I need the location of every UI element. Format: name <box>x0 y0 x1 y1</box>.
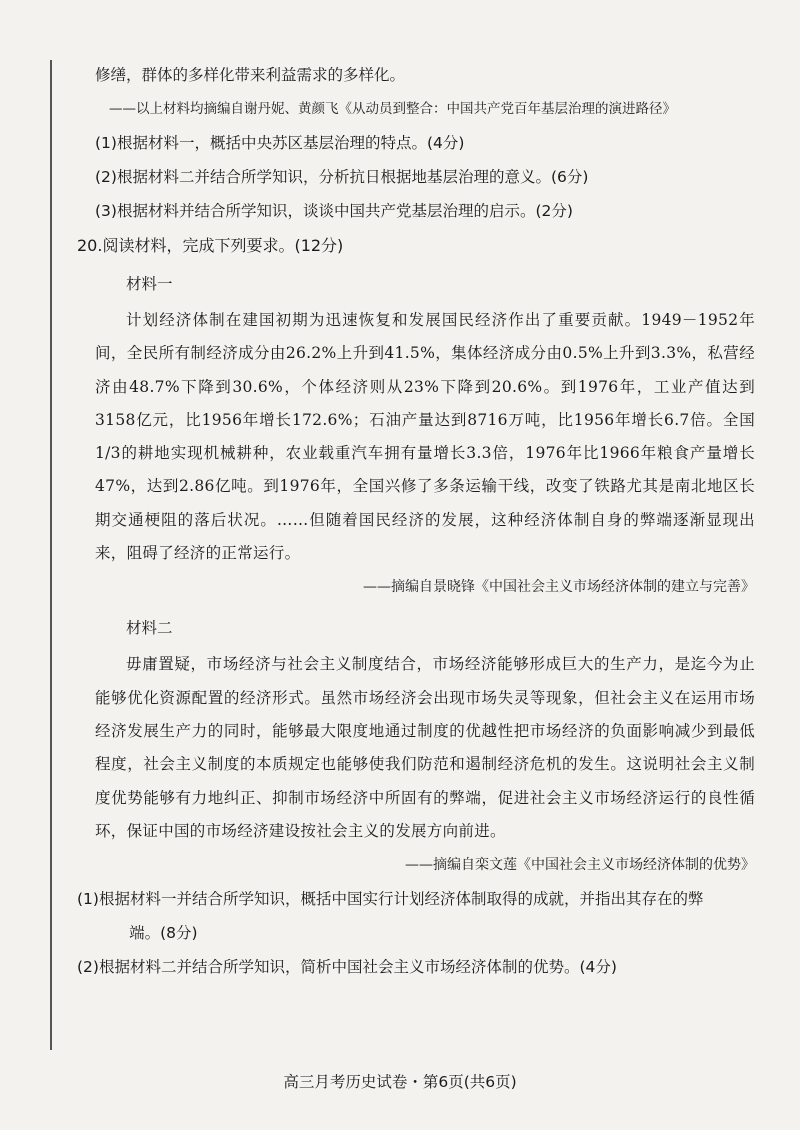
q19-part2: (2)根据材料二并结合所学知识，分析抗日根据地基层治理的意义。(6分) <box>95 168 589 186</box>
page-footer: 高三月考历史试卷・第6页(共6页) <box>283 1073 517 1091</box>
intro-line: 修缮，群体的多样化带来利益需求的多样化。 <box>95 66 406 84</box>
material2-label: 材料二 <box>126 619 173 638</box>
material1-text: 计划经济体制在建国初期为迅速恢复和发展国民经济作出了重要贡献。1949－1952年间，全民所有制经济成分由26.2%上升到41.5%，集体经济成分由0.5%上升到3.3%，私营经济由48.7%下降到30.6%，个体经济则从23%下降到20.6%。到1976年，工业产值达到3158亿元，比1956年增长172.6%；石油产量达到8716万吨，比1956年增长6.7倍。全国1/3的耕地实现机械耕种，农业载重汽车拥有量增长3.3倍，1976年比1966年粮食产量增长47%，达到2.86亿吨。到1976年，全国兴修了多条运输干线，改变了铁路尤其是南北地区长期交通梗阻的落后状况。……但随着国民经济的发展，这种经济体制自身的弊端逐渐显现出来，阻碍了经济的正常运行。 <box>95 311 755 563</box>
material1-label: 材料一 <box>126 275 173 293</box>
material1-source: ——摘编自景晓锋《中国社会主义市场经济体制的建立与完善》 <box>363 579 755 596</box>
material2-text: 毋庸置疑，市场经济与社会主义制度结合，市场经济能够形成巨大的生产力，是迄今为止能够优化资源配置的经济形式。虽然市场经济会出现市场失灵等现象，但社会主义在运用市场经济发展生产力的同时，能够最大限度地通过制度的优越性把市场经济的负面影响减少到最低程度，社会主义制度的本质规定也能够使我们防范和遏制经济危机的发生。这说明社会主义制度优势能够有力地纠正、抑制市场经济中所固有的弊端，促进社会主义市场经济运行的良性循环，保证中国的市场经济建设按社会主义的发展方向前进。 <box>95 655 755 840</box>
q20-title: 20.阅读材料，完成下列要求。(12分) <box>77 236 344 255</box>
q20-part1-line2: 端。(8分) <box>129 924 198 943</box>
page-content <box>77 58 755 984</box>
material2-source: ——摘编自栾文莲《中国社会主义市场经济体制的优势》 <box>405 857 755 874</box>
intro-source: ——以上材料均摘编自谢丹妮、黄颜飞《从动员到整合：中国共产党百年基层治理的演进路径》 <box>109 101 676 117</box>
binding-margin-line <box>50 60 52 1050</box>
q20-part1-line1: (1)根据材料一并结合所学知识，概括中国实行计划经济体制取得的成就，并指出其存在的弊 <box>77 890 704 909</box>
q20-part2: (2)根据材料二并结合所学知识，简析中国社会主义市场经济体制的优势。(4分) <box>77 958 617 977</box>
q19-part3: (3)根据材料并结合所学知识，谈谈中国共产党基层治理的启示。(2分) <box>95 202 573 220</box>
q19-part1: (1)根据材料一，概括中央苏区基层治理的特点。(4分) <box>95 134 465 152</box>
